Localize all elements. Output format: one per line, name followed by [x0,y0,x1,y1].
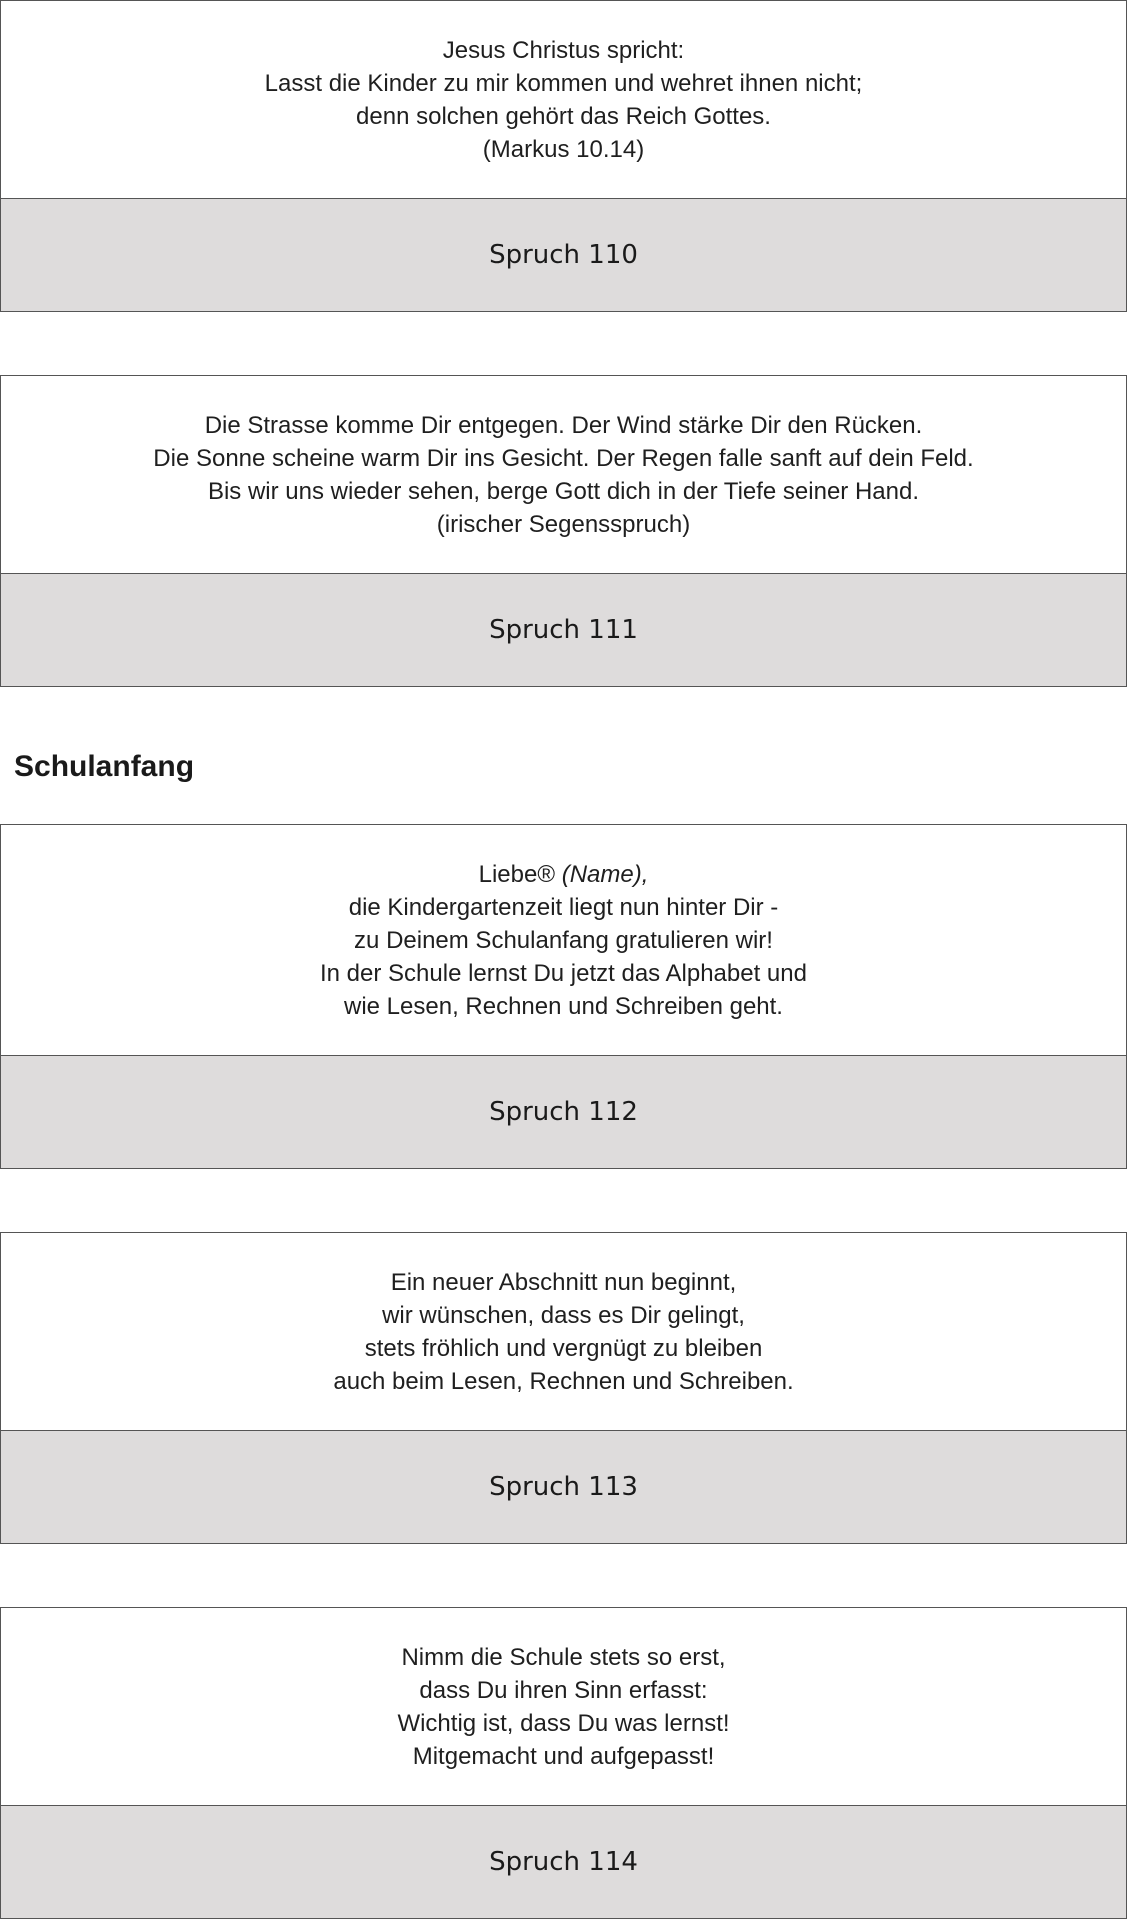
text-line: dass Du ihren Sinn erfasst: [419,1676,708,1704]
card-spruch-111 [0,375,1127,687]
card-spruch-114 [0,1607,1127,1919]
text-line: die Kindergartenzeit liegt nun hinter Dir - [348,893,779,921]
greeting-prefix: Liebe® [478,860,556,888]
section-heading: Schulanfang [14,750,195,783]
text-line: In der Schule lernst Du jetzt das Alphabet und [320,959,807,987]
text-line: zu Deinem Schulanfang gratulieren wir! [354,926,773,954]
name-placeholder: (Name), [561,860,649,888]
card-text [1,376,1126,574]
card-label: Spruch 114 [1,1806,1126,1918]
card-label: Spruch 110 [1,199,1126,311]
card-text [1,1233,1126,1431]
text-line: wir wünschen, dass es Dir gelingt, [382,1301,745,1329]
card-spruch-112 [0,824,1127,1169]
text-line: Ein neuer Abschnitt nun beginnt, [390,1268,737,1296]
text-line: stets fröhlich und vergnügt zu bleiben [364,1334,763,1362]
card-label: Spruch 113 [1,1431,1126,1543]
card-text [1,1,1126,199]
text-line: Lasst die Kinder zu mir kommen und wehret ihnen nicht; [264,69,863,97]
text-line: auch beim Lesen, Rechnen und Schreiben. [333,1367,794,1395]
card-label: Spruch 111 [1,574,1126,686]
card-label: Spruch 112 [1,1056,1126,1168]
text-line: Nimm die Schule stets so erst, [401,1643,726,1671]
text-line: Die Strasse komme Dir entgegen. Der Wind stärke Dir den Rücken. [204,411,923,439]
text-line-first [479,858,649,891]
card-spruch-110 [0,0,1127,312]
text-line: (irischer Segensspruch) [436,510,691,538]
card-spruch-113 [0,1232,1127,1544]
card-text [1,825,1126,1056]
text-line: Jesus Christus spricht: [442,36,685,64]
text-line: denn solchen gehört das Reich Gottes. [356,102,771,130]
text-line: Wichtig ist, dass Du was lernst! [397,1709,730,1737]
text-line: Die Sonne scheine warm Dir ins Gesicht. Der Regen falle sanft auf dein Feld. [153,444,974,472]
text-line: (Markus 10.14) [482,135,645,163]
text-line: wie Lesen, Rechnen und Schreiben geht. [344,992,783,1020]
card-text [1,1608,1126,1806]
text-line: Mitgemacht und aufgepasst! [412,1742,715,1770]
text-line: Bis wir uns wieder sehen, berge Gott dich in der Tiefe seiner Hand. [207,477,920,505]
